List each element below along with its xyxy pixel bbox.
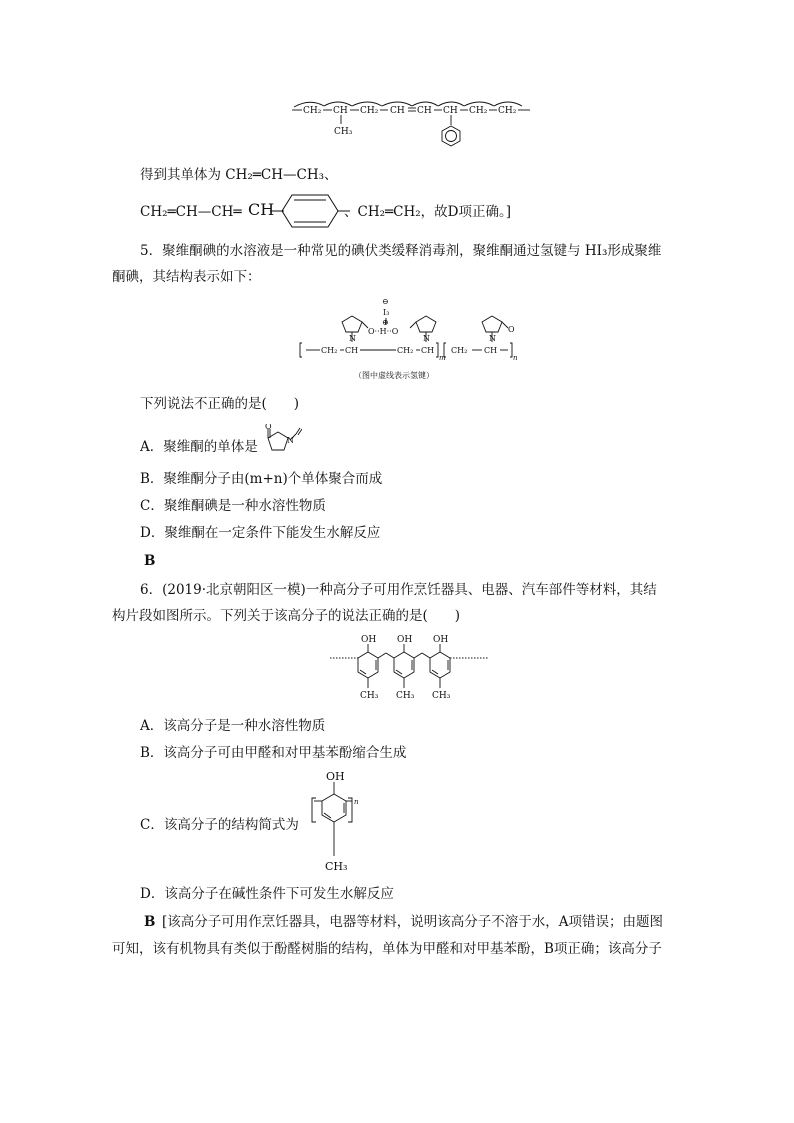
q6-option-c-structure	[304, 770, 374, 874]
q5-question: 下列说法不正确的是( )	[140, 396, 300, 412]
q6-optc-ch3: CH₃	[325, 860, 348, 873]
q6-option-d: D．该高分子在碱性条件下可发生水解反应	[140, 886, 394, 902]
chain-group-4: CH	[390, 106, 405, 116]
q5-fig-n1: N	[349, 334, 356, 343]
q5-monomer-n: N	[287, 436, 294, 445]
q5-fig-o-right: O	[508, 325, 515, 334]
chain-group-8: CH₂	[498, 106, 517, 116]
q5-fig-caption: （图中虚线表示氢键）	[354, 371, 434, 380]
q6-optc-oh: OH	[326, 770, 345, 783]
q5-fig-ch-2: CH	[421, 346, 435, 355]
q5-fig-ch-3: CH	[484, 346, 498, 355]
q5-fig-ch2-2: CH₂	[397, 346, 414, 355]
q6-fig-ch3-1: CH₃	[360, 691, 379, 701]
phenolic-resin-structure	[328, 632, 492, 708]
q6-stem-line2: 构片段如图所示。下列关于该高分子的说法正确的是( )	[112, 608, 461, 624]
q5-stem-line2: 酮碘，其结构表示如下：	[112, 269, 261, 285]
q6-fig-oh-3: OH	[433, 635, 449, 645]
q6-option-a: A．该高分子是一种水溶性物质	[140, 718, 326, 734]
q5-option-a: A．聚维酮的单体是	[140, 439, 258, 455]
q5-fig-hbond: O··H··O	[368, 327, 399, 336]
q6-fig-oh-2: OH	[397, 635, 413, 645]
q5-stem-line1: 5．聚维酮碘的水溶液是一种常见的碘伏类缓释消毒剂，聚维酮通过氢键与 HI₃形成聚维	[140, 243, 662, 259]
chain-group-5: CH	[417, 106, 432, 116]
solution4-line1: 得到其单体为 CH₂═CH—CH₃、	[140, 167, 338, 183]
solution4-line2-ch: CH	[248, 200, 275, 219]
q6-option-c: C．该高分子的结构简式为	[140, 817, 299, 833]
chain-group-7: CH₂	[469, 106, 488, 116]
q6-fig-oh-1: OH	[361, 635, 377, 645]
q5-answer: B	[144, 553, 156, 569]
q5-fig-charge-pos: ⊕	[382, 318, 389, 327]
polymer-chain-figure	[290, 96, 535, 154]
q5-fig-n: n	[513, 354, 518, 362]
chain-group-6: CH	[443, 106, 458, 116]
solution4-line2-b: 、CH₂═CH₂，故D项正确。]	[344, 204, 511, 220]
chain-group-2: CH	[333, 106, 348, 116]
q5-fig-n3: N	[489, 334, 496, 343]
q5-fig-charge-neg: ⊖	[382, 297, 389, 306]
methyl-label: CH₃	[334, 127, 353, 137]
solution4-line2-a: CH₂═CH—CH═	[140, 204, 242, 220]
q6-explanation-line2: 可知，该有机物具有类似于酚醛树脂的结构，单体为甲醛和对甲基苯酚，B项正确；该高分子	[112, 941, 662, 957]
q5-option-b: B．聚维酮分子由(m+n)个单体聚合而成	[140, 471, 383, 487]
q5-fig-iodide: I₃	[383, 308, 390, 317]
q5-option-a-monomer	[258, 424, 302, 464]
q5-fig-ch2-1: CH₂	[321, 346, 338, 355]
q5-option-c: C．聚维酮碘是一种水溶性物质	[140, 498, 326, 514]
q6-stem-line1: 6．(2019·北京朝阳区一模)一种高分子可用作烹饪器具、电器、汽车部件等材料，其结	[140, 582, 657, 598]
q5-fig-m: m	[439, 354, 446, 362]
q5-fig-ch2-3: CH₂	[451, 346, 468, 355]
q6-option-b: B．该高分子可由甲醛和对甲基苯酚缩合生成	[140, 745, 407, 761]
chain-group-1: CH₂	[303, 106, 322, 116]
benzene-ring-icon	[270, 193, 350, 229]
q6-explanation-line1: [该高分子可用作烹饪器具，电器等材料，说明该高分子不溶于水，A项错误；由题图	[162, 914, 664, 930]
q6-fig-ch3-2: CH₃	[396, 691, 415, 701]
q6-optc-n: n	[354, 798, 359, 806]
q6-answer-label: B	[144, 914, 156, 930]
chain-group-3: CH₂	[360, 106, 379, 116]
q6-fig-ch3-3: CH₃	[432, 691, 451, 701]
q5-fig-n2: N	[423, 334, 430, 343]
povidone-iodine-structure	[296, 296, 526, 384]
q5-option-d: D．聚维酮在一定条件下能发生水解反应	[140, 525, 381, 541]
q5-monomer-o: O	[265, 424, 272, 431]
q5-fig-ch-1: CH	[345, 346, 359, 355]
